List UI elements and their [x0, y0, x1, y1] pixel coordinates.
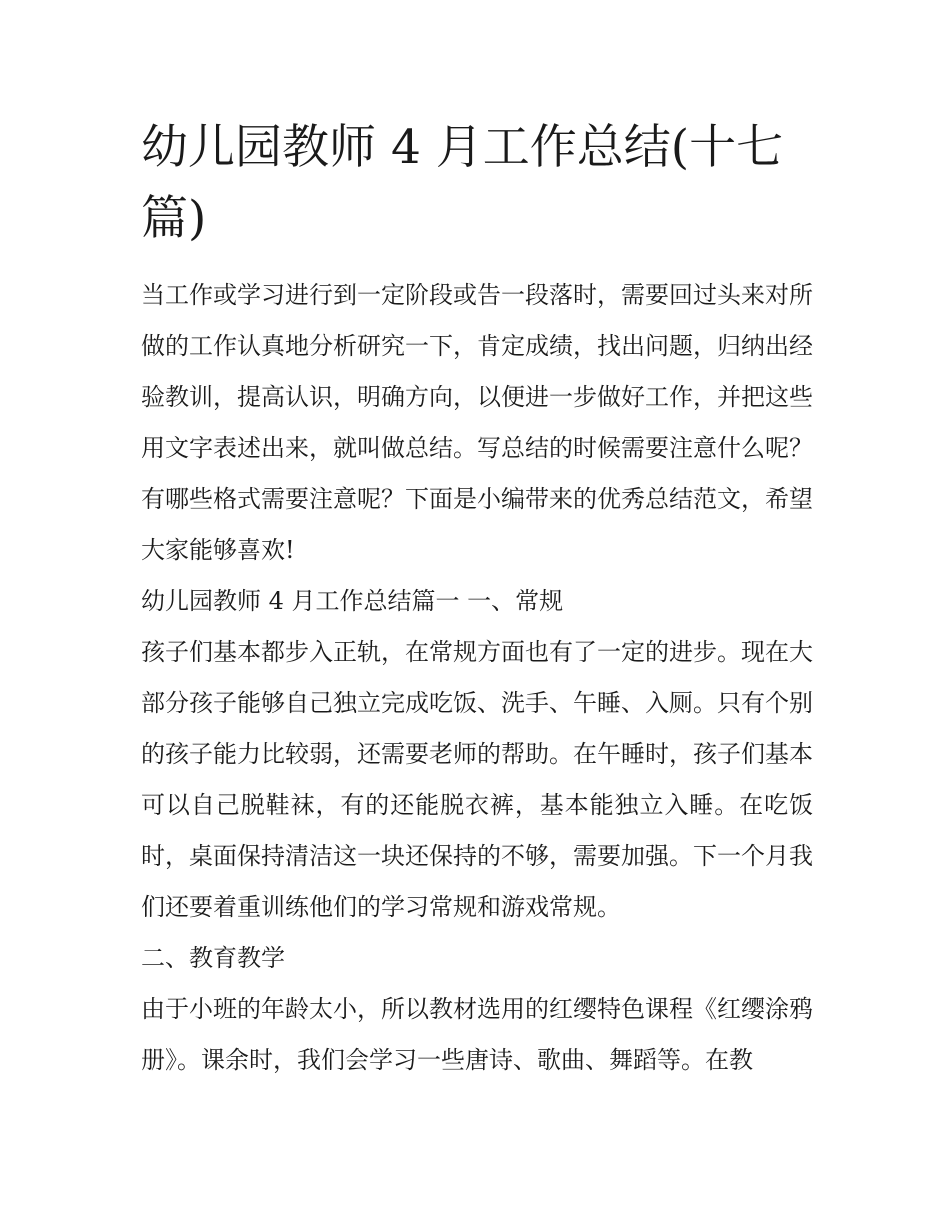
- section-heading-2: 二、教育教学: [141, 944, 285, 972]
- document-content: [141, 112, 813, 1086]
- section-heading-1: 幼儿园教师 4 月工作总结篇一 一、常规: [141, 587, 564, 615]
- document-title: 幼儿园教师 4 月工作总结(十七篇): [141, 120, 784, 246]
- section-body-2: 由于小班的年龄太小，所以教材选用的红缨特色课程《红缨涂鸦册》。课余时，我们会学习一些唐诗、歌曲、舞蹈等。在教: [141, 995, 813, 1074]
- intro-paragraph: 当工作或学习进行到一定阶段或告一段落时，需要回过头来对所做的工作认真地分析研究一下，肯定成绩，找出问题，归纳出经验教训，提高认识，明确方向，以便进一步做好工作，并把这些用文字表述出来，就叫做总结。写总结的时候需要注意什么呢？有哪些格式需要注意呢？下面是小编带来的优秀总结范文，希望大家能够喜欢!: [141, 281, 813, 564]
- section-body-1: 孩子们基本都步入正轨，在常规方面也有了一定的进步。现在大部分孩子能够自己独立完成吃饭、洗手、午睡、入厕。只有个别的孩子能力比较弱，还需要老师的帮助。在午睡时，孩子们基本可以自己脱鞋袜，有的还能脱衣裤，基本能独立入睡。在吃饭时，桌面保持清洁这一块还保持的不够，需要加强。下一个月我们还要着重训练他们的学习常规和游戏常规。: [141, 638, 813, 921]
